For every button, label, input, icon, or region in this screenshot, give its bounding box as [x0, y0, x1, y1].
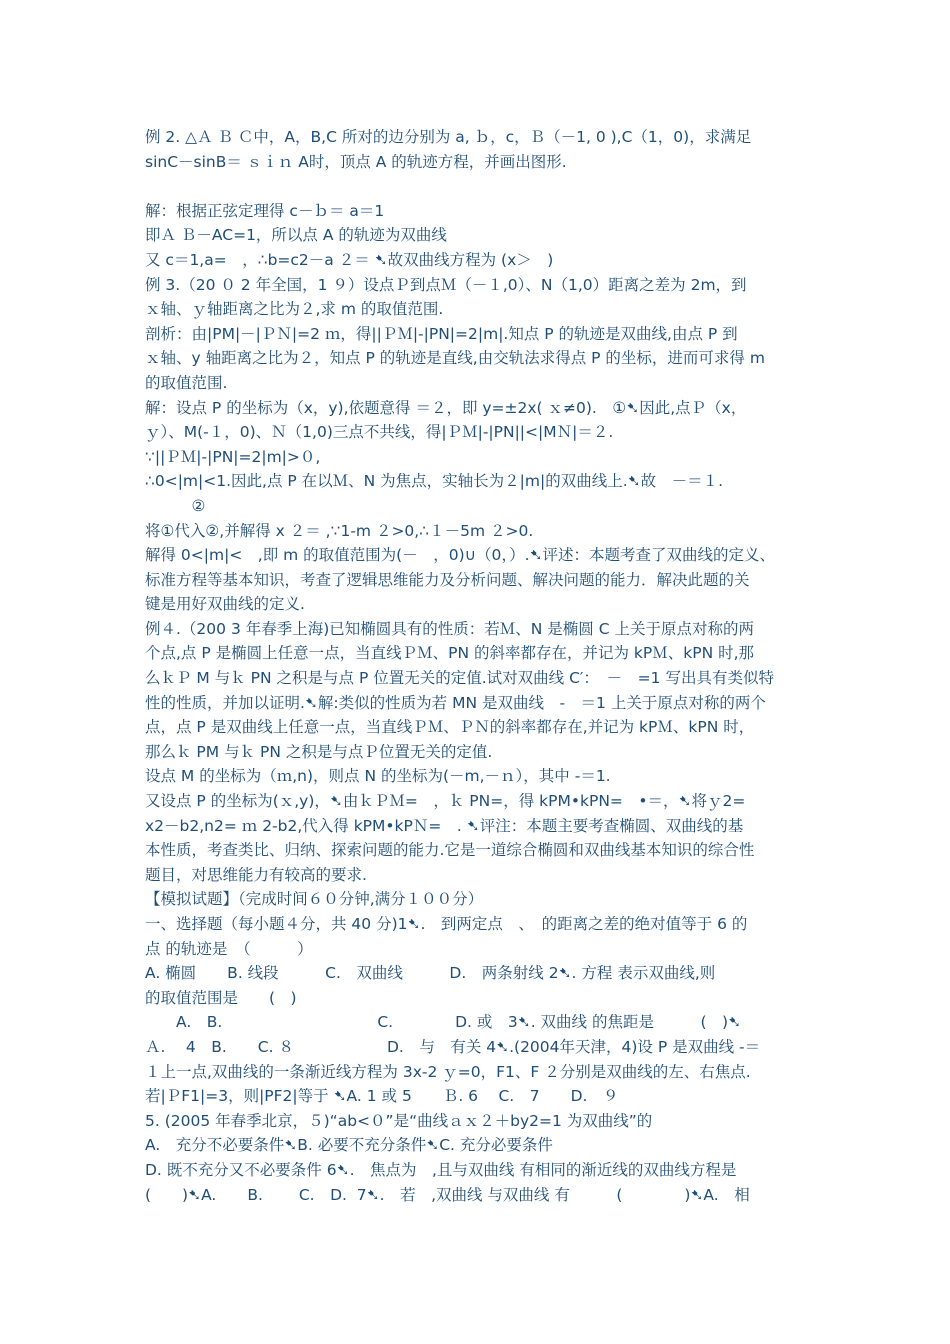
text-line: A. B. C. D. 或 3➷. 双曲线 的焦距是 ( )➷ [145, 1013, 742, 1032]
text-line: 例 3.（20 ０ 2 年全国，1 ９）设点Ｐ到点Ｍ（－１,0）、N（1,0）距离之差为 2m，到 [145, 275, 747, 294]
text-line: ( )➷A. B. C. D. 7➷. 若 ,双曲线 与双曲线 有 ( )➷A. 相 [145, 1185, 750, 1204]
text-line: 性的性质，并加以证明.➷解:类似的性质为若 MN 是双曲线 - ＝1 上关于原点对称的两个 [145, 693, 766, 712]
text-line: 即Ａ Ｂ－AC=1，所以点 A 的轨迹为双曲线 [145, 226, 447, 245]
text-line: 【模拟试题】（完成时间６０分钟,满分１００分） [145, 890, 484, 909]
text-line: 若|ＰF1|=3，则|PF2|等于 ➷A. 1 或 5 Ｂ. 6 C. 7 D. ９ [145, 1087, 619, 1106]
text-line: 又设点 P 的坐标为(ｘ,y)，➷由ｋＰＭ= ，ｋ PN=，得 kPM•kPN= •＝，➷将ｙ2= [145, 792, 746, 811]
text-line: 解：根据正弦定理得 c－ｂ＝ a＝1 [145, 201, 385, 220]
text-line: ｙ）、M(-１，0)、Ｎ（1,0)三点不共线，得|ＰＭ|-|PN||<|MＮ|＝２. [145, 423, 614, 442]
text-line: 标准方程等基本知识，考查了逻辑思维能力及分析问题、解决问题的能力．解决此题的关 [145, 570, 750, 589]
text-line: 点，点 P 是双曲线上任意一点，当直线ＰＭ、ＰＮ的斜率都存在,并记为 kPＭ、kPN 时， [145, 718, 755, 737]
text-line: 个点,点 P 是椭圆上任意一点，当直线ＰＭ、PN 的斜率都存在，并记为 kPＭ、kPN 时,那 [145, 644, 755, 663]
text-line: 本性质，考查类比、归纳、探索问题的能力.它是一道综合椭圆和双曲线基本知识的综合性 [145, 841, 755, 860]
text-line: 例４.（200 3 年春季上海)已知椭圆具有的性质：若Ｍ、N 是椭圆 C 上关于原点对称的两 [145, 619, 754, 638]
text-line: ｘ轴、y 轴距离之比为２，知点 P 的轨迹是直线,由交轨法求得点 P 的坐标，进而可求得 m [145, 349, 765, 368]
text-line: 设点 M 的坐标为（ｍ,n)，则点 N 的坐标为(－m,－ｎ），其中 -＝1. [145, 767, 611, 786]
blank-line [145, 174, 810, 199]
text-line: 么ｋＰ M 与ｋ PN 之积是与点 P 位置无关的定值.试对双曲线 C′： － =1 写出具有类似特 [145, 669, 774, 688]
text-line: 一、选择题（每小题４分，共 40 分)1➷. 到两定点 、 的距离之差的绝对值等于 6 的 [145, 915, 748, 933]
text-line: Ａ. 4 B. C. ８ D. 与 有关 4➷.(2004年天津，4)设 P 是双曲线 -＝ [145, 1037, 761, 1056]
text-line: 剖析：由|PM|－|ＰＮ|=2 ｍ，得||ＰＭ|-|PN|=2|m|.知点 P 的轨迹是双曲线,由点 P 到 [145, 324, 738, 343]
text-line: 题目，对思维能力有较高的要求. [145, 865, 367, 884]
document-body [145, 125, 810, 1207]
text-line: 例 2. △Ａ Ｂ Ｃ中，A，B,C 所对的边分别为 a, ｂ，c，Ｂ（－1, 0 ),C（1，0)，求满足 [145, 128, 752, 146]
text-line: 5. (2005 年春季北京，５)“ab<０”是“曲线ａｘ２＋by2=1 为双曲线”的 [145, 1111, 653, 1130]
text-line: 解得 0<|m|< ,即 m 的取值范围为(－ ，0)∪（0，）.➷评述：本题考查了双曲线的定义、 [145, 546, 776, 565]
text-line: A. 椭圆 B. 线段 C. 双曲线 D. 两条射线 2➷. 方程 表示双曲线,则 [145, 964, 716, 983]
text-line: １上一点,双曲线的一条渐近线方程为 3x-2 ｙ=0，F1、F ２分别是双曲线的左、右焦点. [145, 1062, 751, 1081]
text-line: x2－b2,n2= ｍ 2-b2,代入得 kPM•kPＮ= . ➷评注：本题主要考查椭圆、双曲线的基 [145, 816, 744, 835]
text-line: ｘ轴、ｙ轴距离之比为２,求 m 的取值范围. [145, 300, 444, 319]
text-line: ∴0<|m|<1.因此,点 P 在以Ｍ、N 为焦点，实轴长为２|m|的双曲线上.➷故 －＝１. [145, 472, 724, 491]
text-line: 解：设点 P 的坐标为（x，y),依题意得 ＝２，即 y=±2x( ｘ≠0). ①➷因此,点Ｐ（x， [145, 398, 747, 417]
text-line: 的取值范围是 ( ) [145, 988, 297, 1007]
text-line: 那么ｋ PM 与ｋ PN 之积是与点Ｐ位置无关的定值. [145, 742, 493, 761]
text-line: 又 c＝1,a= ，∴b=c2－a ２＝ ➷故双曲线方程为 (x＞ ) [145, 250, 554, 269]
text-line: 的取值范围. [145, 373, 228, 392]
text-line: D. 既不充分又不必要条件 6➷. 焦点为 ,且与双曲线 有相同的渐近线的双曲线方程是 [145, 1160, 737, 1179]
text-line: 键是用好双曲线的定义. [145, 595, 305, 614]
text-line: ∵||ＰＭ|-|PN|=2|m|>０, [145, 447, 321, 466]
text-line: ② [145, 496, 206, 515]
text-line: 将①代入②,并解得 x ２＝ ,∵1-m ２>0,∴１－5m ２>0. [145, 521, 534, 540]
text-line: 点 的轨迹是 （ ） [145, 939, 313, 958]
text-line: sinC－sinB＝ ｓｉｎ A时，顶点 A 的轨迹方程，并画出图形. [145, 152, 567, 171]
text-line: A. 充分不必要条件➷B. 必要不充分条件➷C. 充分必要条件 [145, 1136, 553, 1155]
